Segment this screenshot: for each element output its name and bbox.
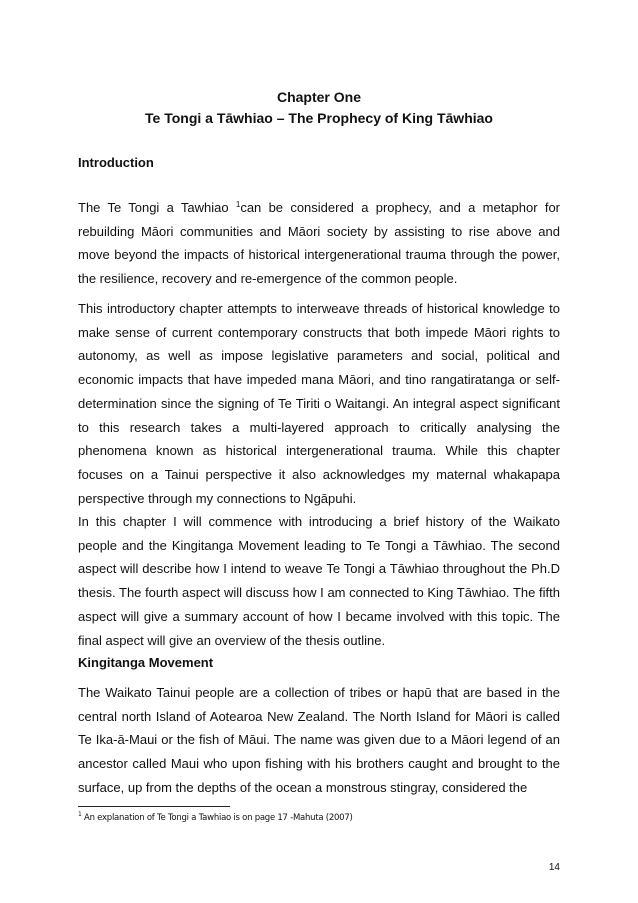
footnote (78, 812, 353, 824)
chapter-number: Chapter One (276, 89, 361, 105)
introduction-heading: Introduction (78, 155, 154, 170)
chapter-heading (78, 87, 560, 129)
footnote-text: An explanation of Te Tongi a Tawhiao is on page 17 -Mahuta (2007) (81, 813, 353, 823)
footnote-reference: 1 (235, 200, 241, 209)
introduction-paragraph-2: This introductory chapter attempts to interweave threads of historical knowledge to make sense of current contemporary constructs that both impede Māori rights to autonomy, as well as impose legislative parameters and social, political and economic impacts that have impeded mana Māori, and tino rangatiratanga or self-determination since the signing of Te Tiriti o Waitangi. An integral aspect significant to this research takes a multi-layered approach to critically analysing the phenomena known as historical intergenerational trauma. While this chapter focuses on a Tainui perspective it also acknowledges my maternal whakapapa perspective through my connections to Ngāpuhi. (78, 301, 560, 506)
introduction-paragraph-3: In this chapter I will commence with introducing a brief history of the Waikato people and the Kingitanga Movement leading to Te Tongi a Tāwhiao. The second aspect will describe how I intend to weave Te Tongi a Tāwhiao throughout the Ph.D thesis. The fourth aspect will discuss how I am connected to King Tāwhiao. The fifth aspect will give a summary account of how I became involved with this topic. The final aspect will give an overview of the thesis outline. (78, 514, 560, 648)
page-number: 14 (548, 862, 560, 873)
footnote-marker: 1 (78, 811, 82, 818)
introduction-paragraph-1: The Te Tongi a Tawhiao $^1$can be considered a prophecy, and a metaphor for rebuilding Māori communities and Māori society by assisting to rise above and move beyond the impacts of historical intergenerational trauma through the power, the resilience, recovery and re-emergence of the common people. (78, 200, 561, 287)
kingitanga-heading: Kingitanga Movement (78, 655, 214, 670)
footnote-divider (78, 806, 230, 807)
kingitanga-paragraph-1: The Waikato Tainui people are a collection of tribes or hapū that are based in the central north Island of Aotearoa New Zealand. The North Island for Māori is called Te Ika-ā-Maui or the fish of Māui. The name was given due to a Māori legend of an ancestor called Maui who upon fishing with his brothers caught and brought to the surface, up from the depths of the ocean a monstrous stingray, considered the (78, 685, 560, 795)
chapter-title: Te Tongi a Tāwhiao – The Prophecy of King Tāwhiao (145, 110, 493, 126)
